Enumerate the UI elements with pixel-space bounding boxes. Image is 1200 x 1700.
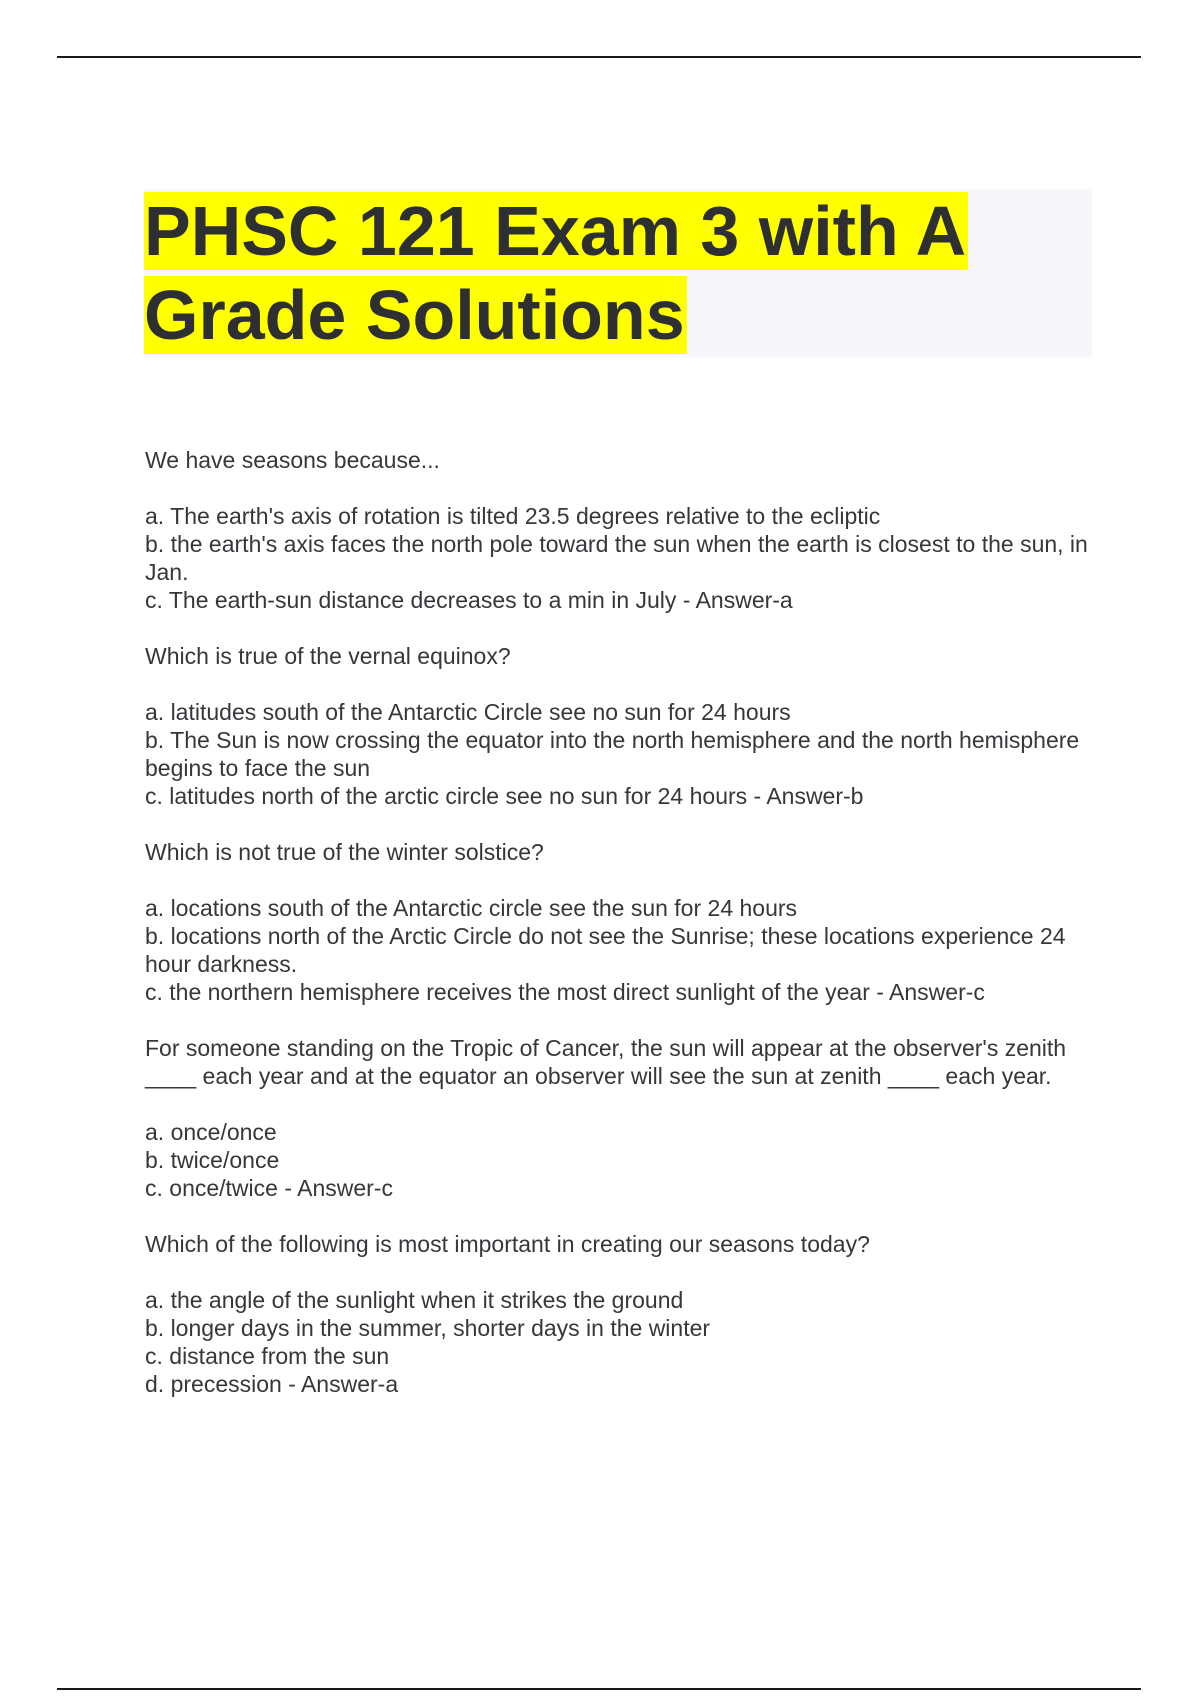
option-a: a. The earth's axis of rotation is tilted 23.5 degrees relative to the ecliptic bbox=[145, 503, 881, 529]
bottom-divider bbox=[57, 1688, 1141, 1690]
top-divider bbox=[57, 56, 1141, 58]
questions-list bbox=[145, 446, 1105, 1398]
answer-options bbox=[145, 1286, 1105, 1398]
option-c: c. latitudes north of the arctic circle see no sun for 24 hours - Answer-b bbox=[145, 783, 864, 809]
title-line-2: Grade Solutions bbox=[144, 276, 685, 354]
option-d: d. precession - Answer-a bbox=[145, 1371, 399, 1397]
option-a: a. locations south of the Antarctic circle see the sun for 24 hours bbox=[145, 895, 798, 921]
option-c: c. The earth-sun distance decreases to a min in July - Answer-a bbox=[145, 587, 793, 613]
option-b: b. twice/once bbox=[145, 1147, 280, 1173]
answer-options bbox=[145, 698, 1105, 810]
option-c: c. once/twice - Answer-c bbox=[145, 1175, 393, 1201]
question-2 bbox=[145, 642, 1105, 810]
question-prompt: For someone standing on the Tropic of Cancer, the sun will appear at the observer's zenith ____ each year and at the equator an observer will see the sun at zenith ____ each year. bbox=[145, 1035, 1067, 1089]
option-b: b. the earth's axis faces the north pole toward the sun when the earth is closest to the sun, in Jan. bbox=[145, 531, 1088, 585]
option-b: b. locations north of the Arctic Circle do not see the Sunrise; these locations experience 24 hour darkness. bbox=[145, 923, 1066, 977]
question-3 bbox=[145, 838, 1105, 1006]
option-b: b. longer days in the summer, shorter days in the winter bbox=[145, 1315, 711, 1341]
answer-options bbox=[145, 1118, 1105, 1202]
title-line-1: PHSC 121 Exam 3 with A bbox=[144, 192, 967, 270]
option-b: b. The Sun is now crossing the equator into the north hemisphere and the north hemisphere begins to face the sun bbox=[145, 727, 1080, 781]
question-prompt: Which is not true of the winter solstice? bbox=[145, 839, 544, 865]
question-5 bbox=[145, 1230, 1105, 1398]
question-prompt: Which is true of the vernal equinox? bbox=[145, 643, 511, 669]
option-c: c. the northern hemisphere receives the most direct sunlight of the year - Answer-c bbox=[145, 979, 985, 1005]
title-block bbox=[144, 189, 1092, 357]
question-1 bbox=[145, 446, 1105, 614]
option-a: a. the angle of the sunlight when it strikes the ground bbox=[145, 1287, 684, 1313]
answer-options bbox=[145, 894, 1105, 1006]
question-prompt: We have seasons because... bbox=[145, 447, 440, 473]
question-prompt: Which of the following is most important in creating our seasons today? bbox=[145, 1231, 870, 1257]
document-title bbox=[144, 189, 1092, 357]
answer-options bbox=[145, 502, 1105, 614]
option-c: c. distance from the sun bbox=[145, 1343, 390, 1369]
option-a: a. once/once bbox=[145, 1119, 277, 1145]
question-4 bbox=[145, 1034, 1105, 1202]
option-a: a. latitudes south of the Antarctic Circle see no sun for 24 hours bbox=[145, 699, 791, 725]
